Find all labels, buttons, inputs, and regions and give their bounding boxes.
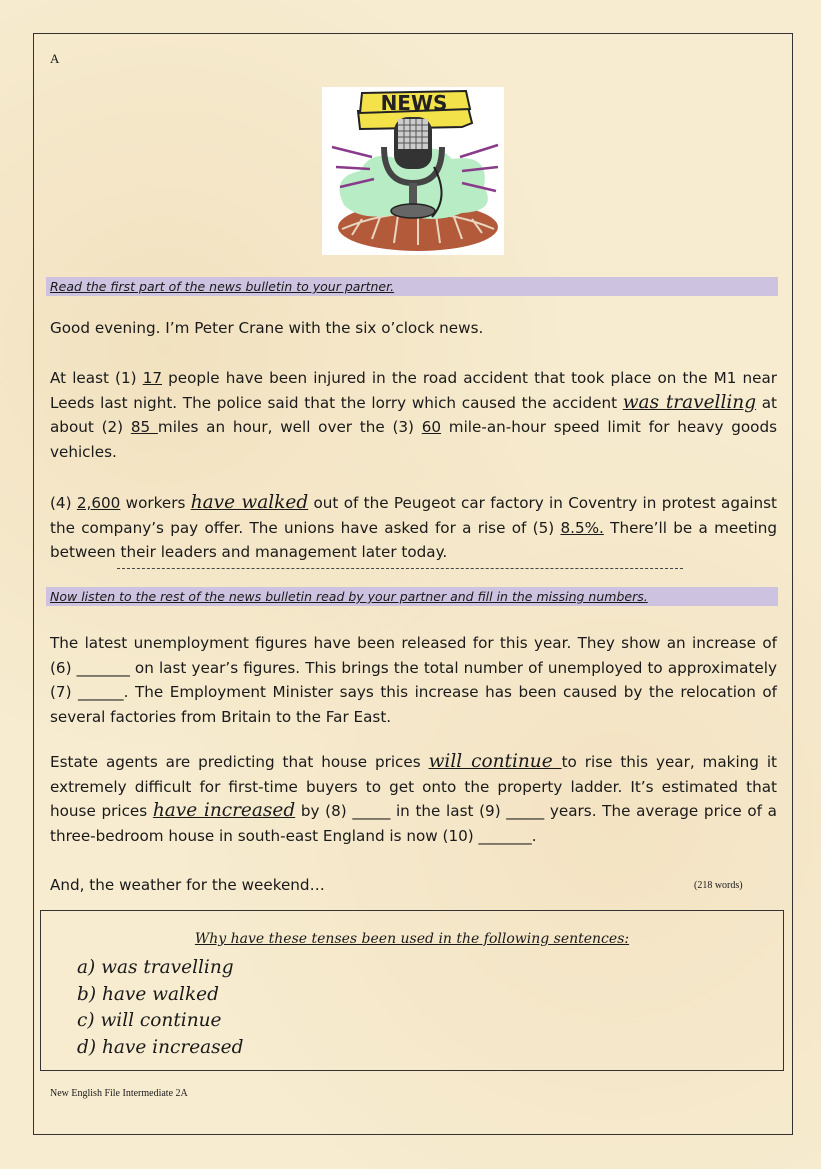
question-item: a) was travelling: [77, 957, 234, 978]
news-microphone-logo: [322, 87, 504, 255]
question-item: d) have increased: [77, 1036, 244, 1058]
instruction-banner-read: Read the first part of the news bulletin to your partner.: [46, 277, 778, 296]
paragraph-house-prices: [50, 750, 777, 848]
text-segment: Estate agents are predicting that house prices: [50, 753, 429, 771]
intro-paragraph: Good evening. I’m Peter Crane with the six o’clock news.: [50, 319, 484, 337]
instruction-banner-listen: Now listen to the rest of the news bulletin read by your partner and fill in the missing numbers.: [46, 587, 778, 606]
handwritten-was-travelling: was travelling: [622, 391, 757, 413]
text-segment: mile-an-hour speed limit for heavy goods vehicles.: [50, 418, 777, 461]
text-segment: people have been injured in the road accident that took place on the M1 near Leeds last night. The police said that the lorry which caused the accident: [50, 369, 778, 412]
text-segment: at about (2): [50, 393, 777, 436]
question-item: c) will continue: [77, 1010, 222, 1031]
number-5: 8.5%.: [560, 518, 604, 537]
number-1: 17: [142, 369, 163, 387]
page-letter: A: [50, 51, 60, 66]
handwritten-will-continue: will continue: [428, 751, 562, 772]
svg-text:NEWS: NEWS: [380, 91, 448, 115]
text-segment: workers: [120, 494, 191, 512]
text-segment: (4): [50, 494, 77, 512]
text-segment: by (8) _____ in the last (9) _____ years. The average price of a three-bedroom house in south-east England is now (10) _______.: [50, 802, 777, 845]
text-segment: There’ll be a meeting between their leaders and management later today.: [50, 518, 778, 561]
footer-source: New English File Intermediate 2A: [50, 1088, 188, 1099]
number-3: 60: [421, 418, 442, 436]
paragraph-unemployment: The latest unemployment figures have been released for this year. They show an increase of (6) _______ on last year’s figures. This brings the total number of unemployed to approximately (7) ______. The Employment Minister says this increase has been caused by the relocation of several factories from Britain to the Far East.: [50, 634, 777, 726]
handwritten-have-walked: have walked: [190, 492, 309, 513]
paragraph-road-accident: [50, 366, 777, 464]
text-segment: At least (1): [50, 369, 143, 387]
text-segment: to rise this year, making it extremely difficult for first-time buyers to get onto the property ladder. It’s estimated that house prices: [50, 753, 778, 820]
question-item: b) have walked: [77, 983, 219, 1005]
number-2: 85: [130, 418, 158, 436]
question-list: [77, 955, 243, 1061]
dashed-divider: [117, 568, 683, 569]
text-segment: out of the Peugeot car factory in Coventry in protest against the company’s pay offer. The unions have asked for a rise of (5): [50, 494, 778, 537]
question-title: Why have these tenses been used in the following sentences:: [194, 931, 630, 947]
question-box: [40, 910, 784, 1071]
word-count: (218 words): [694, 880, 743, 891]
number-4: 2,600: [76, 494, 121, 512]
handwritten-have-increased: have increased: [152, 800, 296, 821]
text-segment: miles an hour, well over the (3): [157, 418, 422, 436]
paragraph-peugeot: [50, 491, 777, 565]
closing-line: And, the weather for the weekend…: [50, 876, 325, 894]
